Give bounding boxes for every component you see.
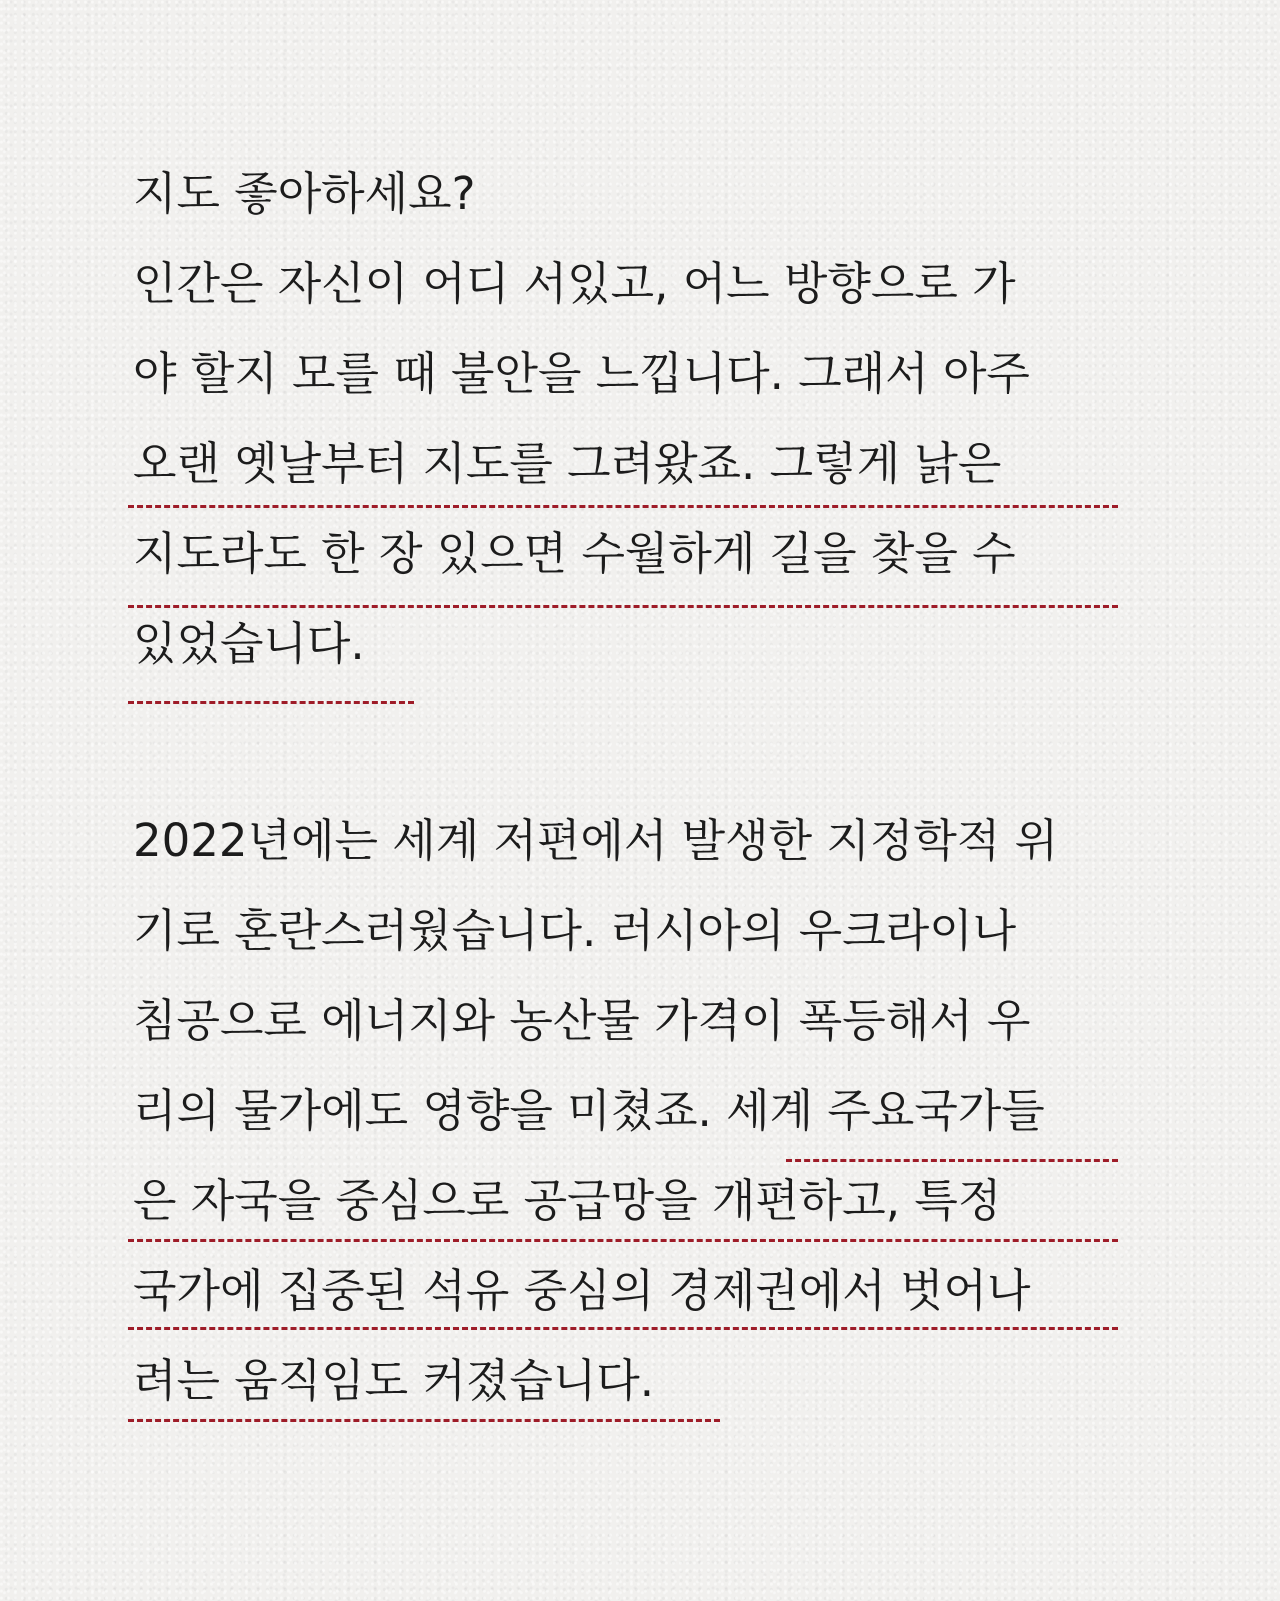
red-dashed-underline	[128, 701, 414, 704]
text-line: 야 할지 모를 때 불안을 느낍니다. 그래서 아주	[133, 347, 1030, 400]
red-dashed-underline	[128, 505, 1118, 508]
red-dashed-underline	[128, 605, 1118, 608]
text-line: 리의 물가에도 영향을 미쳤죠. 세계 주요국가들	[133, 1084, 1045, 1137]
red-dashed-underline	[128, 1327, 1118, 1330]
text-line: 있었습니다.	[133, 617, 365, 670]
text-line: 지도 좋아하세요?	[133, 167, 476, 220]
red-dashed-underline	[128, 1419, 720, 1422]
text-line: 지도라도 한 장 있으면 수월하게 길을 찾을 수	[133, 527, 1016, 580]
text-line: 국가에 집중된 석유 중심의 경제권에서 벗어나	[133, 1264, 1031, 1317]
text-line: 은 자국을 중심으로 공급망을 개편하고, 특정	[133, 1174, 1002, 1227]
text-line: 기로 혼란스러웠습니다. 러시아의 우크라이나	[133, 904, 1017, 957]
text-line: 려는 움직임도 커졌습니다.	[133, 1354, 655, 1407]
text-line: 2022년에는 세계 저편에서 발생한 지정학적 위	[133, 814, 1059, 867]
text-line: 인간은 자신이 어디 서있고, 어느 방향으로 가	[133, 257, 1016, 310]
text-line: 침공으로 에너지와 농산물 가격이 폭등해서 우	[133, 994, 1031, 1047]
text-line: 오랜 옛날부터 지도를 그려왔죠. 그렇게 낡은	[133, 437, 1002, 490]
red-dashed-underline	[786, 1159, 1118, 1162]
red-dashed-underline	[128, 1239, 1118, 1242]
